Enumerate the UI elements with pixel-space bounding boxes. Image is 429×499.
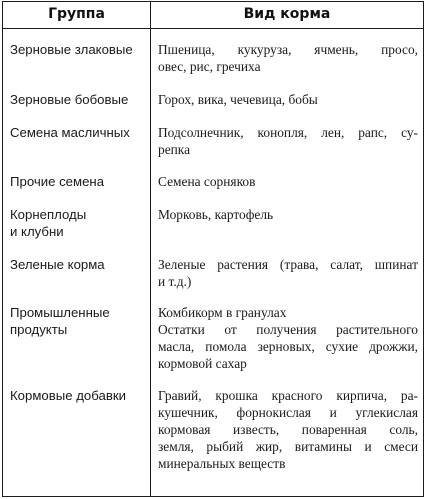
- group-line: Кормовые добавки: [10, 388, 126, 403]
- feed-cell: [158, 173, 418, 190]
- feed-line: репка: [158, 142, 191, 157]
- feed-line: земля, рыбий жир, витамины и смеси: [158, 439, 418, 454]
- group-line: Промышленные: [10, 305, 110, 320]
- feed-line: кормовая известь, поваренная соль,: [158, 422, 418, 437]
- column-divider: [150, 2, 151, 496]
- group-cell: [10, 41, 146, 58]
- feed-line: минеральных веществ: [158, 456, 286, 471]
- group-line: Зерновые бобовые: [10, 92, 129, 107]
- feed-line: кормовой сахар: [158, 356, 247, 371]
- feed-line: Семена сорняков: [158, 174, 256, 189]
- group-line: и клубни: [10, 224, 64, 239]
- header-group: Группа: [48, 6, 105, 22]
- group-cell: [10, 304, 146, 338]
- feed-line: Пшеница, кукуруза, ячмень, просо,: [158, 42, 418, 57]
- feed-cell: [158, 256, 418, 290]
- feed-cell: [158, 91, 418, 108]
- feed-line: масла, помола зерновых, сухие дрожжи,: [158, 339, 418, 354]
- group-line: Корнеплоды: [10, 207, 87, 222]
- group-line: Прочие семена: [10, 174, 105, 189]
- feed-cell: [158, 206, 418, 223]
- feed-cell: [158, 124, 418, 158]
- group-cell: [10, 206, 146, 240]
- table-header: [3, 2, 423, 29]
- group-cell: [10, 256, 146, 273]
- feed-line: Остатки от получения растительного: [158, 322, 418, 337]
- feed-cell: [158, 387, 418, 472]
- feed-line: кушечник, форнокислая и углекислая: [158, 405, 418, 420]
- header-feed: Вид корма: [243, 6, 331, 22]
- feed-line: Морковь, картофель: [158, 207, 274, 222]
- group-cell: [10, 173, 146, 190]
- group-cell: [10, 124, 146, 141]
- feed-line: Комбикорм в гранулах: [158, 305, 287, 320]
- feed-cell: [158, 41, 418, 75]
- feed-table: [2, 1, 424, 497]
- group-cell: [10, 387, 146, 404]
- group-line: продукты: [10, 322, 68, 337]
- feed-line: овес, рис, гречиха: [158, 59, 261, 74]
- feed-line: Зеленые растения (трава, салат, шпинат: [158, 257, 418, 272]
- feed-line: Гравий, крошка красного кирпича, ра-: [158, 388, 418, 403]
- feed-line: Подсолнечник, конопля, лен, рапс, су-: [158, 125, 418, 140]
- group-line: Семена масличных: [10, 125, 130, 140]
- group-cell: [10, 91, 146, 108]
- feed-line: и т.д.): [158, 274, 192, 289]
- group-line: Зеленые корма: [10, 257, 105, 272]
- feed-line: Горох, вика, чечевица, бобы: [158, 92, 318, 107]
- feed-cell: [158, 304, 418, 372]
- group-line: Зерновые злаковые: [10, 42, 133, 57]
